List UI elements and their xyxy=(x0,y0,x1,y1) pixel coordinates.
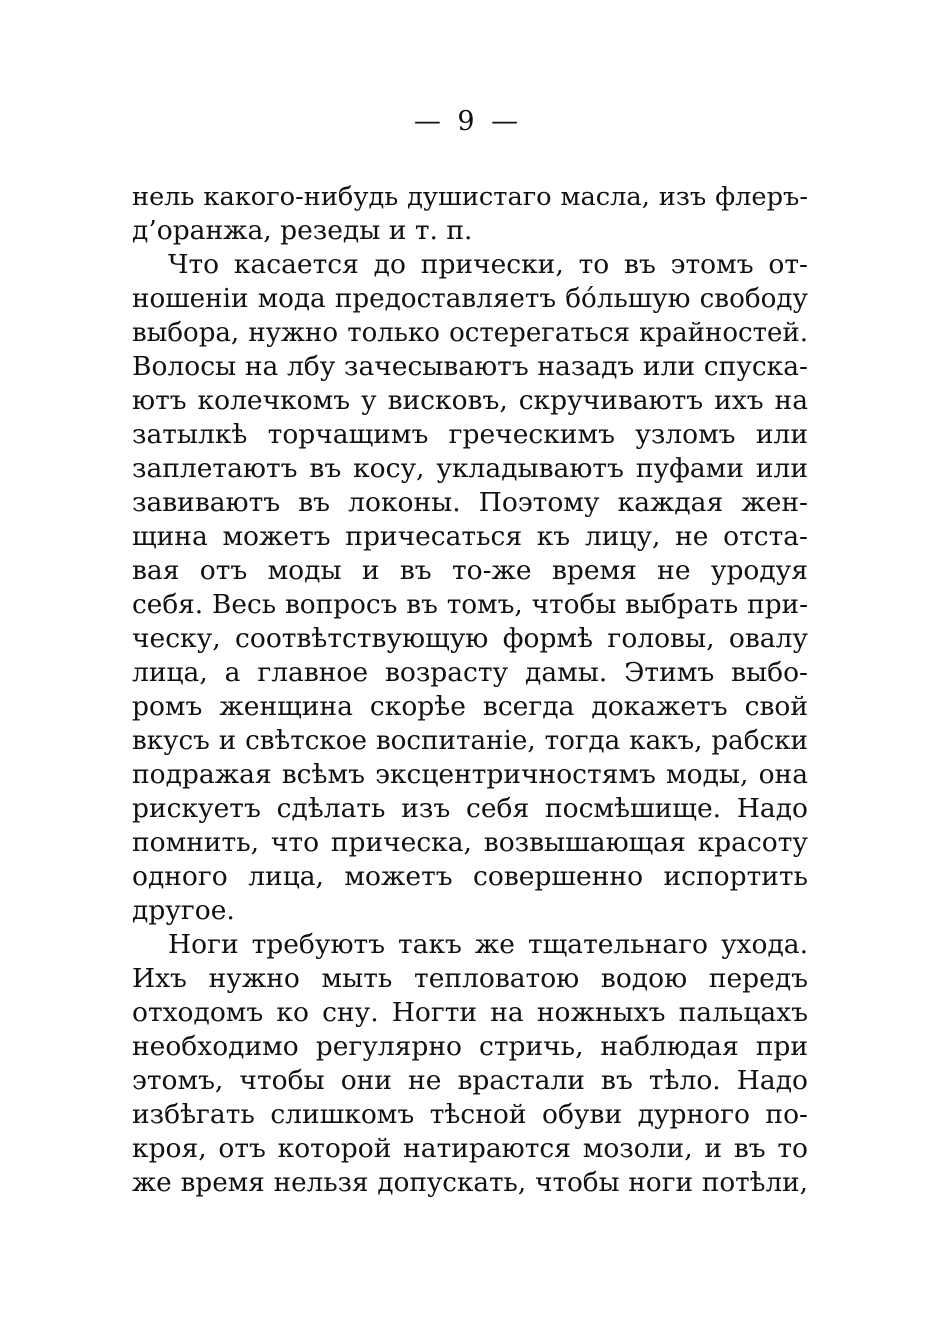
text-line: вая отъ моды и въ то-же время не уродуя xyxy=(132,555,808,586)
text-line: другое. xyxy=(132,895,235,926)
text-line: лица, а главное возрасту дамы. Этимъ выбо- xyxy=(132,657,808,688)
text-line: рискуетъ сдѣлать изъ себя посмѣшище. Надо xyxy=(132,793,808,824)
text-line: себя. Весь вопросъ въ томъ, чтобы выбрать при- xyxy=(132,590,808,620)
text-line: ношеніи мода предоставляетъ бóльшую свободу xyxy=(132,284,808,314)
text-line: щина можетъ причесаться къ лицу, не отста- xyxy=(132,521,808,552)
paragraph xyxy=(132,928,808,1200)
text-line: заплетаютъ въ косу, укладываютъ пуфами или xyxy=(132,453,808,484)
text-line: Что касается до прически, то въ этомъ от- xyxy=(168,249,808,280)
text-line: необходимо регулярно стричь, наблюдая при xyxy=(132,1031,808,1062)
body-text xyxy=(132,180,808,1200)
text-line: помнить, что прическа, возвышающая красоту xyxy=(132,827,808,858)
page-number: — 9 — xyxy=(413,106,523,137)
text-line: отходомъ ко сну. Ногти на ножныхъ пальцахъ xyxy=(132,997,808,1028)
text-line: ромъ женщина скорѣе всегда докажетъ свой xyxy=(132,691,808,722)
paragraph xyxy=(132,180,808,248)
text-line: Ноги требуютъ такъ же тщательнаго ухода. xyxy=(168,929,808,960)
text-line: ютъ колечкомъ у висковъ, скручиваютъ ихъ на xyxy=(132,385,808,416)
text-line: затылкѣ торчащимъ греческимъ узломъ или xyxy=(132,419,808,450)
text-line: кроя, отъ которой натираются мозоли, и въ то xyxy=(132,1133,808,1164)
text-line: нель какого-нибудь душистаго масла, изъ флеръ- xyxy=(132,182,808,212)
text-line: подражая всѣмъ эксцентричностямъ моды, она xyxy=(132,759,808,790)
text-line: Ихъ нужно мыть тепловатою водою передъ xyxy=(132,963,808,994)
text-line: одного лица, можетъ совершенно испортить xyxy=(132,861,808,892)
paragraph xyxy=(132,248,808,928)
text-line: этомъ, чтобы они не врастали въ тѣло. Надо xyxy=(132,1065,808,1096)
text-line: же время нельзя допускать, чтобы ноги потѣли, xyxy=(132,1168,808,1198)
text-line: выбора, нужно только остерегаться крайностей. xyxy=(132,318,808,348)
text-line: вкусъ и свѣтское воспитаніе, тогда какъ, рабски xyxy=(132,726,808,756)
text-line: завиваютъ въ локоны. Поэтому каждая жен- xyxy=(132,487,808,518)
text-line: д’оранжа, резеды и т. п. xyxy=(132,215,473,246)
text-line: избѣгать слишкомъ тѣсной обуви дурного по- xyxy=(132,1099,808,1130)
text-line: Волосы на лбу зачесываютъ назадъ или спуска- xyxy=(132,351,808,382)
text-line: ческу, соотвѣтствующую формѣ головы, овалу xyxy=(132,623,808,654)
